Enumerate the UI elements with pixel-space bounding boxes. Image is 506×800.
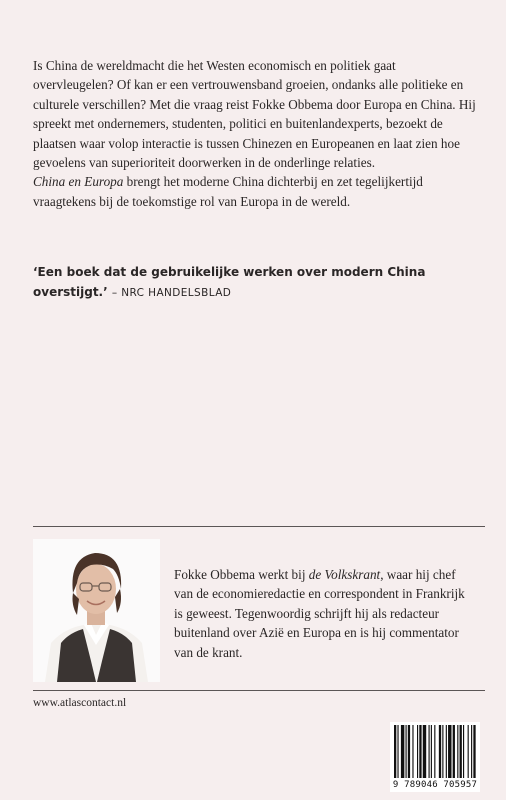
newspaper-name: de Volkskrant [308, 567, 381, 582]
quote-text: ‘Een boek dat de gebruikelijke werken over modern China overstijgt.’ [33, 265, 426, 299]
press-quote [33, 262, 478, 303]
blurb-part-2: brengt het moderne China dichterbij en zet tegelijkertijd vraagtekens bij de toekomstige rol van Europa in de wereld. [33, 174, 423, 209]
divider-bottom [33, 690, 485, 691]
barcode-number: 9 789046 705957 [392, 780, 478, 790]
barcode-bars-icon [390, 722, 480, 780]
blurb-text [33, 56, 478, 211]
quote-source: – NRC HANDELSBLAD [111, 287, 232, 299]
isbn-barcode [390, 722, 480, 792]
divider-top [33, 526, 485, 527]
blurb-part-1: Is China de wereldmacht die het Westen economisch en politiek gaat overvleugelen? Of kan er een vertrouwensband groeien, ondanks alle politieke en culturele verschillen? Met die vraag reist Fokke Obbema door Europa en China. Hij spreekt met ondernemers, studenten, politici en buitenlandexperts, bezoekt de plaatsen waar volop interactie is tussen Chinezen en Europeanen en laat zien hoe gevoelens van superioriteit doorwerken in de onderlinge relaties. [33, 58, 476, 171]
publisher-website[interactable]: www.atlascontact.nl [33, 697, 127, 709]
author-photo [33, 539, 160, 682]
author-portrait-illustration [33, 539, 160, 682]
bio-part-1: Fokke Obbema werkt bij [174, 567, 309, 582]
book-title: China en Europa [33, 174, 124, 190]
author-bio [174, 565, 474, 662]
bio-part-2: , waar hij chef van de economieredactie en correspondent in Frankrijk is geweest. Tegenwoordig schrijft hij als redacteur buitenland over Azië en Europa en is hij commentator van de krant. [174, 567, 465, 660]
